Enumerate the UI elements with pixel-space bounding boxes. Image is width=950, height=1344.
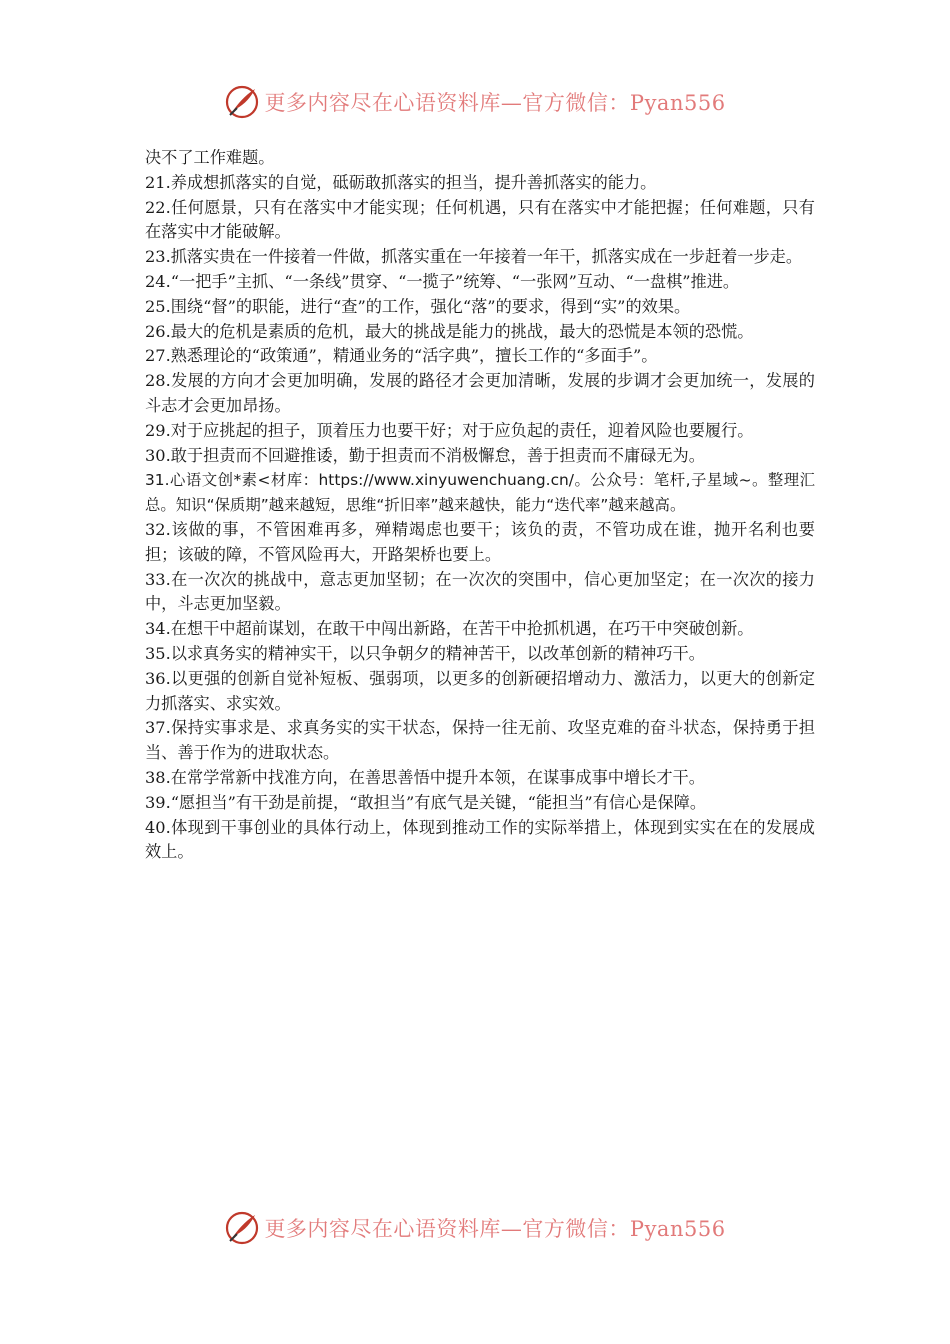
paragraph: 32.该做的事，不管困难再多，殚精竭虑也要干；该负的责，不管功成在谁，抛开名利也要担；该破的障，不管风险再大，开路架桥也要上。	[145, 519, 815, 564]
paragraph: 24.“一把手”主抓、“一条线”贯穿、“一揽子”统筹、“一张网”互动、“一盘棋”推进。	[145, 271, 740, 291]
paragraph: 36.以更强的创新自觉补短板、强弱项，以更多的创新硬招增动力、激活力，以更大的创新定力抓落实、求实效。	[145, 668, 815, 713]
paragraph: 22.任何愿景，只有在落实中才能实现；任何机遇，只有在落实中才能把握；任何难题，只有在落实中才能破解。	[145, 197, 815, 242]
document-body	[145, 146, 815, 865]
paragraph: 33.在一次次的挑战中，意志更加坚韧；在一次次的突围中，信心更加坚定；在一次次的接力中，斗志更加坚毅。	[145, 569, 815, 614]
footer-watermark-text: 更多内容尽在心语资料库—官方微信：Pyan556	[264, 1217, 726, 1241]
paragraph: 37.保持实事求是、求真务实的实干状态，保持一往无前、攻坚克难的奋斗状态，保持勇于担当、善于作为的进取状态。	[145, 718, 815, 763]
paragraph: 39.“愿担当”有干劲是前提，“敢担当”有底气是关键，“能担当”有信心是保障。	[145, 792, 707, 812]
paragraph: 26.最大的危机是素质的危机，最大的挑战是能力的挑战，最大的恐慌是本领的恐慌。	[145, 321, 754, 341]
paragraph: 40.体现到干事创业的具体行动上，体现到推动工作的实际举措上，体现到实实在在的发展成效上。	[145, 817, 815, 862]
paragraph: 27.熟悉理论的“政策通”，精通业务的“活字典”，擅长工作的“多面手”。	[145, 346, 658, 366]
header-watermark	[0, 82, 950, 122]
header-watermark-text: 更多内容尽在心语资料库—官方微信：Pyan556	[264, 91, 726, 115]
paragraph: 决不了工作难题。	[145, 148, 275, 167]
paragraph: 35.以求真务实的精神实干，以只争朝夕的精神苦干，以改革创新的精神巧干。	[145, 643, 705, 663]
paragraph: 23.抓落实贵在一件接着一件做，抓落实重在一年接着一年干，抓落实成在一步赶着一步走。	[145, 247, 803, 267]
paragraph: 29.对于应挑起的担子，顶着压力也要干好；对于应负起的责任，迎着风险也要履行。	[145, 420, 754, 440]
paragraph: 38.在常学常新中找准方向，在善思善悟中提升本领，在谋事成事中增长才干。	[145, 767, 705, 787]
paragraph: 25.围绕“督”的职能，进行“查”的工作，强化“落”的要求，得到“实”的效果。	[145, 296, 691, 316]
quill-logo-icon	[224, 1210, 260, 1246]
paragraph: 21.养成想抓落实的自觉，砥砺敢抓落实的担当，提升善抓落实的能力。	[145, 172, 657, 192]
paragraph: 28.发展的方向才会更加明确，发展的路径才会更加清晰，发展的步调才会更加统一，发展的斗志才会更加昂扬。	[145, 371, 815, 415]
paragraph: 34.在想干中超前谋划，在敢干中闯出新路，在苦干中抢抓机遇，在巧干中突破创新。	[145, 619, 754, 639]
paragraph: 31.心语文创*素<材库：https://www.xinyuwenchuang.cn/。公众号：笔杆,子星域~。整理汇总。知识“保质期”越来越短，思维“折旧率”越来越快，能力“迭代率”越来越高。	[145, 471, 815, 515]
quill-logo-icon	[224, 84, 260, 120]
footer-watermark	[0, 1208, 950, 1248]
paragraph: 30.敢于担责而不回避推诿，勤于担责而不消极懈怠，善于担责而不庸碌无为。	[145, 445, 705, 465]
